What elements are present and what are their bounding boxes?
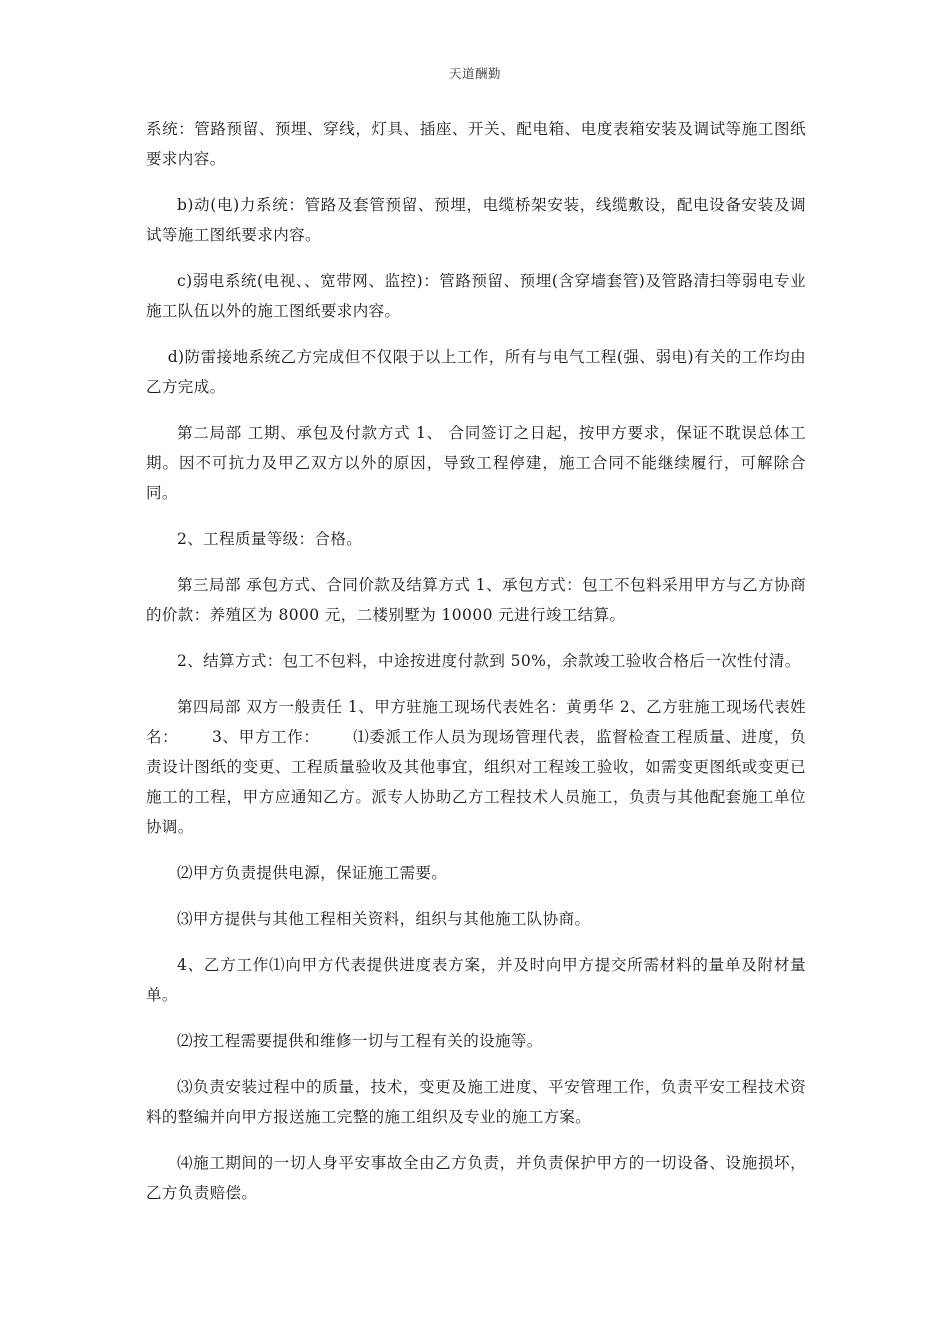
paragraph-safety-management: ⑶负责安装过程中的质量，技术，变更及施工进度、平安管理工作，负责平安工程技术资料的整编并向甲方报送施工完整的施工组织及专业的施工方案。 (146, 1078, 806, 1126)
paragraph-part-two-schedule: 第二局部 工期、承包及付款方式 1、 合同签订之日起，按甲方要求，保证不耽误总体工期。因不可抗力及甲乙双方以外的原因，导致工程停建，施工合同不能继续履行，可解除合同。 (146, 424, 806, 502)
paragraph-quality-grade: 2、工程质量等级：合格。 (177, 530, 363, 548)
paragraph-lighting-system: 系统：管路预留、预埋、穿线，灯具、插座、开关、配电箱、电度表箱安装及调试等施工图纸要求内容。 (146, 120, 806, 168)
paragraph-part-four-responsibilities: 第四局部 双方一般责任 1、甲方驻施工现场代表姓名：黄勇华 2、乙方驻施工现场代表姓名： 3、甲方工作： ⑴委派工作人员为现场管理代表，监督检查工程质量、进度，负责设计图纸的变更、工程质量验收及其他事宜，组织对工程竣工验收，如需变更图纸或变更已施工的工程，甲方应通知乙方。派专人协助乙方工程技术人员施工，负责与其他配套施工单位协调。 (146, 698, 806, 836)
document-body (146, 114, 806, 1224)
paragraph-related-materials: ⑶甲方提供与其他工程相关资料，组织与其他施工队协商。 (177, 910, 591, 928)
paragraph-part-three-pricing: 第三局部 承包方式、合同价款及结算方式 1、承包方式：包工不包料采用甲方与乙方协商的价款：养殖区为 8000 元，二楼别墅为 10000 元进行竣工结算。 (146, 576, 806, 624)
paragraph-settlement-method: 2、结算方式：包工不包料，中途按进度付款到 50%，余款竣工验收合格后一次性付清。 (177, 652, 801, 670)
paragraph-weak-current-system: c)弱电系统(电视、、宽带网、监控)：管路预留、预埋(含穿墙套管)及管路清扫等弱电专业施工队伍以外的施工图纸要求内容。 (146, 272, 806, 320)
paragraph-lightning-grounding: d)防雷接地系统乙方完成但不仅限于以上工作，所有与电气工程(强、弱电)有关的工作均由乙方完成。 (146, 348, 806, 396)
paragraph-facilities: ⑵按工程需要提供和维修一切与工程有关的设施等。 (177, 1032, 543, 1050)
paragraph-power-system: b)动(电)力系统：管路及套管预留、预埋，电缆桥架安装，线缆敷设，配电设备安装及调试等施工图纸要求内容。 (146, 196, 806, 244)
page-header: 天道酬勤 (448, 66, 501, 81)
paragraph-personal-safety: ⑷施工期间的一切人身平安事故全由乙方负责，并负责保护甲方的一切设备、设施损坏，乙方负责赔偿。 (146, 1154, 806, 1202)
paragraph-power-supply: ⑵甲方负责提供电源，保证施工需要。 (177, 864, 448, 882)
paragraph-party-b-work: 4、乙方工作⑴向甲方代表提供进度表方案，并及时向甲方提交所需材料的量单及附材量单。 (146, 956, 806, 1004)
